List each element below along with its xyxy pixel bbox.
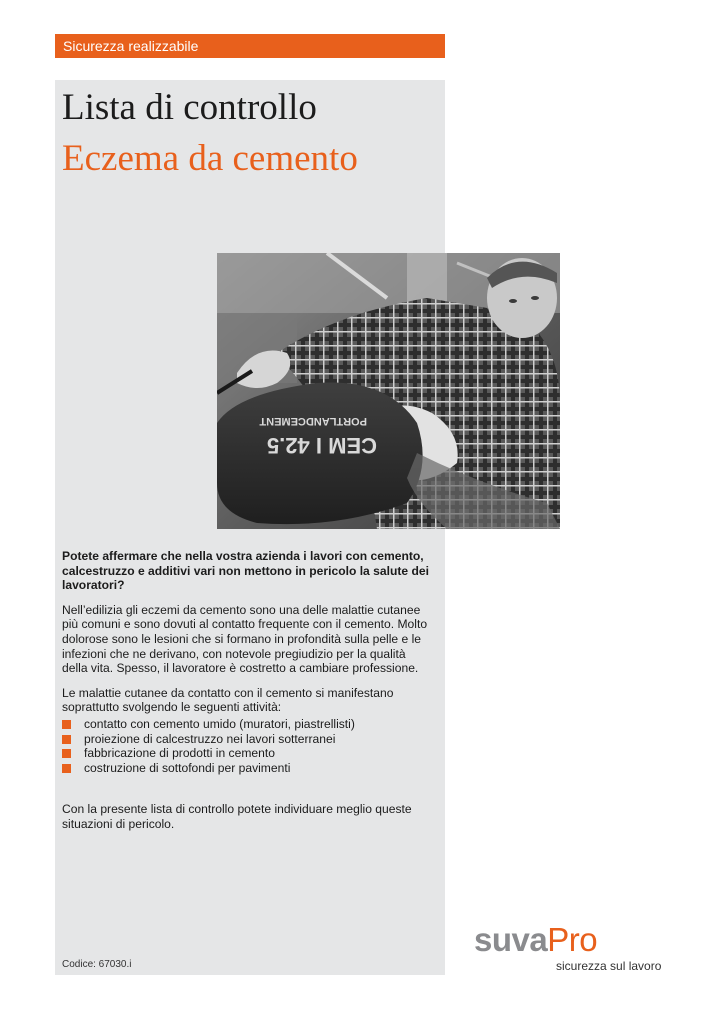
list-item-text: proiezione di calcestruzzo nei lavori sotterranei: [84, 731, 336, 746]
activity-list: [62, 717, 432, 775]
bag-label-cem: CEM I 42.5: [266, 433, 377, 458]
logo-pro-text: Pro: [547, 921, 598, 958]
worker-photo: [217, 253, 560, 529]
page-title: Lista di controllo: [62, 87, 317, 128]
suvapro-logo: [474, 920, 674, 973]
list-item: [62, 761, 432, 776]
intro-question: Potete affermare che nella vostra azienda i lavori con cemento, calcestruzzo e additivi vari non mettono in pericolo la salute dei lavoratori?: [62, 549, 429, 593]
logo-suva-text: suva: [474, 921, 548, 958]
list-item-text: contatto con cemento umido (muratori, piastrellisti): [84, 716, 355, 731]
closing-paragraph: Con la presente lista di controllo potete individuare meglio queste situazioni di pericolo.: [62, 802, 412, 831]
list-item: [62, 746, 432, 761]
page-subtitle: Eczema da cemento: [62, 138, 358, 179]
bullet-square-icon: [62, 764, 71, 773]
section-header-label: Sicurezza realizzabile: [63, 38, 199, 54]
bullet-square-icon: [62, 735, 71, 744]
intro-paragraph-1: Nell’edilizia gli eczemi da cemento sono una delle malattie cutanee più comuni e sono dovuti al contatto frequente con il cemento. Molto dolorose sono le lesioni che si formano in profondità sulla pelle e le infezioni che ne derivano, con notevole pregiudizio per la qualità della vita. Spesso, il lavoratore è costretto a cambiare professione.: [62, 602, 428, 676]
document-code: Codice: 67030.i: [62, 959, 132, 970]
list-item: [62, 732, 432, 747]
logo-tagline: sicurezza sul lavoro: [556, 959, 662, 973]
logo-wordmark: [474, 920, 674, 960]
intro-paragraph-2: Le malattie cutanee da contatto con il cemento si manifestano soprattutto svolgendo le seguenti attività:: [62, 685, 394, 715]
section-header-bar: [55, 34, 445, 58]
bullet-square-icon: [62, 720, 71, 729]
content-body: [62, 549, 432, 842]
bullet-square-icon: [62, 749, 71, 758]
list-item-text: costruzione di sottofondi per pavimenti: [84, 760, 291, 775]
worker-photo-illustration: [217, 253, 560, 529]
bag-label-portland: PORTLANDCEMENT: [259, 415, 367, 427]
list-item: [62, 717, 432, 732]
list-item-text: fabbricazione di prodotti in cemento: [84, 746, 275, 761]
